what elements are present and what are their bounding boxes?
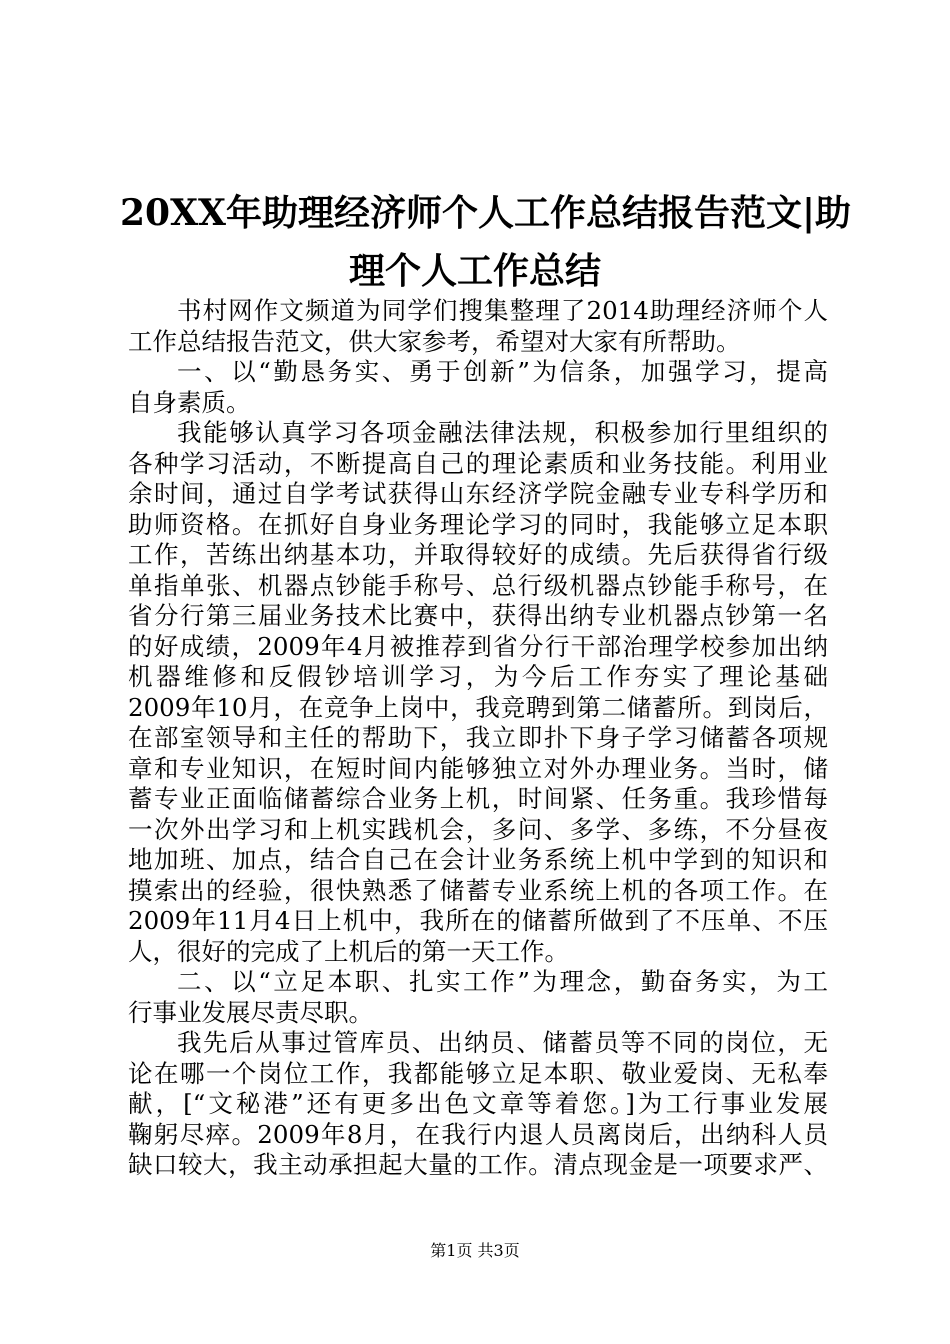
text-line: 书村网作文频道为同学们搜集整理了2014助理经济师个人 xyxy=(177,296,828,325)
document-body xyxy=(128,296,828,1181)
text-line: 在部室领导和主任的帮助下，我立即扑下身子学习储蓄各项规 xyxy=(128,723,828,752)
text-line: 工作总结报告范文，供大家参考，希望对大家有所帮助。 xyxy=(128,326,741,356)
document-title xyxy=(120,184,852,300)
text-line: 我先后从事过管库员、出纳员、储蓄员等不同的岗位，无 xyxy=(177,1028,828,1057)
text-line: 自身素质。 xyxy=(128,387,251,417)
text-line: 一、以“勤恳务实、勇于创新”为信条，加强学习，提高 xyxy=(177,357,828,386)
text-line: 工作，苦练出纳基本功，并取得较好的成绩。先后获得省行级 xyxy=(128,540,828,569)
text-line: 助师资格。在抓好自身业务理论学习的同时，我能够立足本职 xyxy=(128,509,828,539)
text-line: 章和专业知识，在短时间内能够独立对外办理业务。当时，储 xyxy=(128,753,828,783)
title-line: 理个人工作总结 xyxy=(348,250,601,293)
text-line: 单指单张、机器点钞能手称号、总行级机器点钞能手称号，在 xyxy=(128,570,828,600)
text-line: 蓄专业正面临储蓄综合业务上机，时间紧、任务重。我珍惜每 xyxy=(128,784,828,813)
text-line: 余时间，通过自学考试获得山东经济学院金融专业专科学历和 xyxy=(128,479,828,508)
text-line: 地加班、加点，结合自己在会计业务系统上机中学到的知识和 xyxy=(128,845,828,874)
text-line: 一次外出学习和上机实践机会，多问、多学、多练，不分昼夜 xyxy=(128,814,828,844)
text-line: 机器维修和反假钞培训学习，为今后工作夯实了理论基础 xyxy=(128,662,828,691)
text-line: 我能够认真学习各项金融法律法规，积极参加行里组织的 xyxy=(177,418,828,447)
text-line: 各种学习活动，不断提高自己的理论素质和业务技能。利用业 xyxy=(128,448,828,478)
text-line: 省分行第三届业务技术比赛中，获得出纳专业机器点钞第一名 xyxy=(128,601,828,630)
text-line: 人，很好的完成了上机后的第一天工作。 xyxy=(128,936,569,966)
text-line: 2009年11月4日上机中，我所在的储蓄所做到了不压单、不压 xyxy=(128,906,828,935)
text-line: 行事业发展尽责尽职。 xyxy=(128,997,373,1027)
title-line: 20XX年助理经济师个人工作总结报告范文|助 xyxy=(120,192,852,235)
text-line: 的好成绩，2009年4月被推荐到省分行干部治理学校参加出纳 xyxy=(128,631,828,661)
text-line: 摸索出的经验，很快熟悉了储蓄专业系统上机的各项工作。在 xyxy=(128,875,828,905)
text-line: 鞠躬尽瘁。2009年8月，在我行内退人员离岗后，出纳科人员 xyxy=(128,1119,828,1149)
page-footer: 第1页 共3页 xyxy=(430,1241,520,1260)
text-line: 献，[“文秘港”还有更多出色文章等着您。]为工行事业发展 xyxy=(128,1089,828,1118)
text-line: 论在哪一个岗位工作，我都能够立足本职、敬业爱岗、无私奉 xyxy=(128,1058,828,1088)
text-line: 缺口较大，我主动承担起大量的工作。清点现金是一项要求严、 xyxy=(128,1150,828,1179)
text-line: 二、以“立足本职、扎实工作”为理念，勤奋务实，为工 xyxy=(177,967,828,996)
text-line: 2009年10月，在竞争上岗中，我竞聘到第二储蓄所。到岗后， xyxy=(128,692,828,722)
